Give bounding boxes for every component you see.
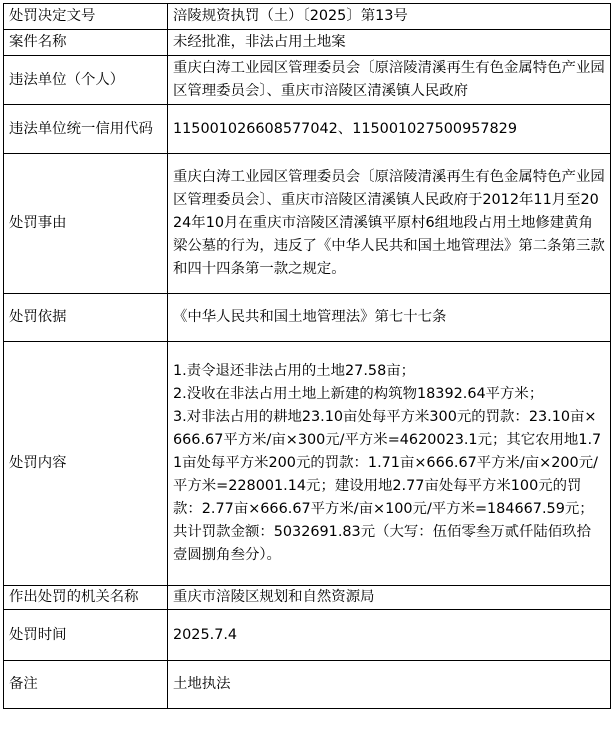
label-penalty-date: 处罚时间 <box>4 610 168 661</box>
value-credit-code <box>168 105 611 154</box>
label-penalty-reason: 处罚事由 <box>4 154 168 294</box>
value-case-name <box>168 30 611 56</box>
value-penalty-basis-text: 《中华人民共和国土地管理法》第七十七条 <box>173 309 447 325</box>
row-authority <box>4 586 611 610</box>
penalty-item-2: 2.没收在非法占用土地上新建的构筑物18392.64平方米； <box>173 386 544 402</box>
value-authority <box>168 586 611 610</box>
row-penalty-date <box>4 610 611 661</box>
value-decision-number-text: 涪陵规资执罚（土）〔2025〕第13号 <box>173 8 408 24</box>
value-penalty-basis <box>168 294 611 342</box>
value-remarks <box>168 661 611 709</box>
value-penalty-content <box>168 342 611 586</box>
label-authority: 作出处罚的机关名称 <box>4 586 168 610</box>
value-penalty-date-text: 2025.7.4 <box>173 626 238 643</box>
row-remarks <box>4 661 611 709</box>
label-violator: 违法单位（个人） <box>4 56 168 105</box>
row-credit-code <box>4 105 611 154</box>
value-authority-text: 重庆市涪陵区规划和自然资源局 <box>173 589 375 605</box>
label-case-name: 案件名称 <box>4 30 168 56</box>
value-penalty-date <box>168 610 611 661</box>
label-penalty-content: 处罚内容 <box>4 342 168 586</box>
label-credit-code: 违法单位统一信用代码 <box>4 105 168 154</box>
row-penalty-content <box>4 342 611 586</box>
row-penalty-reason <box>4 154 611 294</box>
value-penalty-reason <box>168 154 611 294</box>
value-violator <box>168 56 611 105</box>
label-remarks: 备注 <box>4 661 168 709</box>
value-credit-code-text: 115001026608577042、115001027500957829 <box>173 120 517 137</box>
value-decision-number <box>168 4 611 30</box>
row-case-name <box>4 30 611 56</box>
penalty-item-3: 3.对非法占用的耕地23.10亩处每平方米300元的罚款：23.10亩×666.67平方米/亩×300元/平方米=4620023.1元；其它农用地1.71亩处每平方米200元的罚款：1.71亩×666.67平方米/亩×200元/平方米=228001.14元；建设用地2.77亩处每平方米100元的罚款：2.77亩×666.67平方米/亩×100元/平方米=184667.59元；共计罚款金额：5032691.83元（大写：伍佰零叁万贰仟陆佰玖拾壹圆捌角叁分）。 <box>173 409 602 563</box>
value-case-name-text: 未经批准，非法占用土地案 <box>173 34 346 50</box>
label-decision-number: 处罚决定文号 <box>4 4 168 30</box>
row-decision-number <box>4 4 611 30</box>
value-remarks-text: 土地执法 <box>173 676 231 692</box>
value-violator-text: 重庆白涛工业园区管理委员会〔原涪陵清溪再生有色金属特色产业园区管理委员会〕、重庆市涪陵区清溪镇人民政府 <box>173 60 605 99</box>
row-violator <box>4 56 611 105</box>
value-penalty-reason-text: 重庆白涛工业园区管理委员会〔原涪陵清溪再生有色金属特色产业园区管理委员会〕、重庆市涪陵区清溪镇人民政府于2012年11月至2024年10月在重庆市涪陵区清溪镇平原村6组地段占用土地修建黄角梁公墓的行为，违反了《中华人民共和国土地管理法》第二条第三款和四十四条第一款之规定。 <box>173 169 605 277</box>
penalty-item-1: 1.责令退还非法占用的土地27.58亩； <box>173 363 416 379</box>
label-penalty-basis: 处罚依据 <box>4 294 168 342</box>
row-penalty-basis <box>4 294 611 342</box>
penalty-decision-table <box>3 3 611 709</box>
